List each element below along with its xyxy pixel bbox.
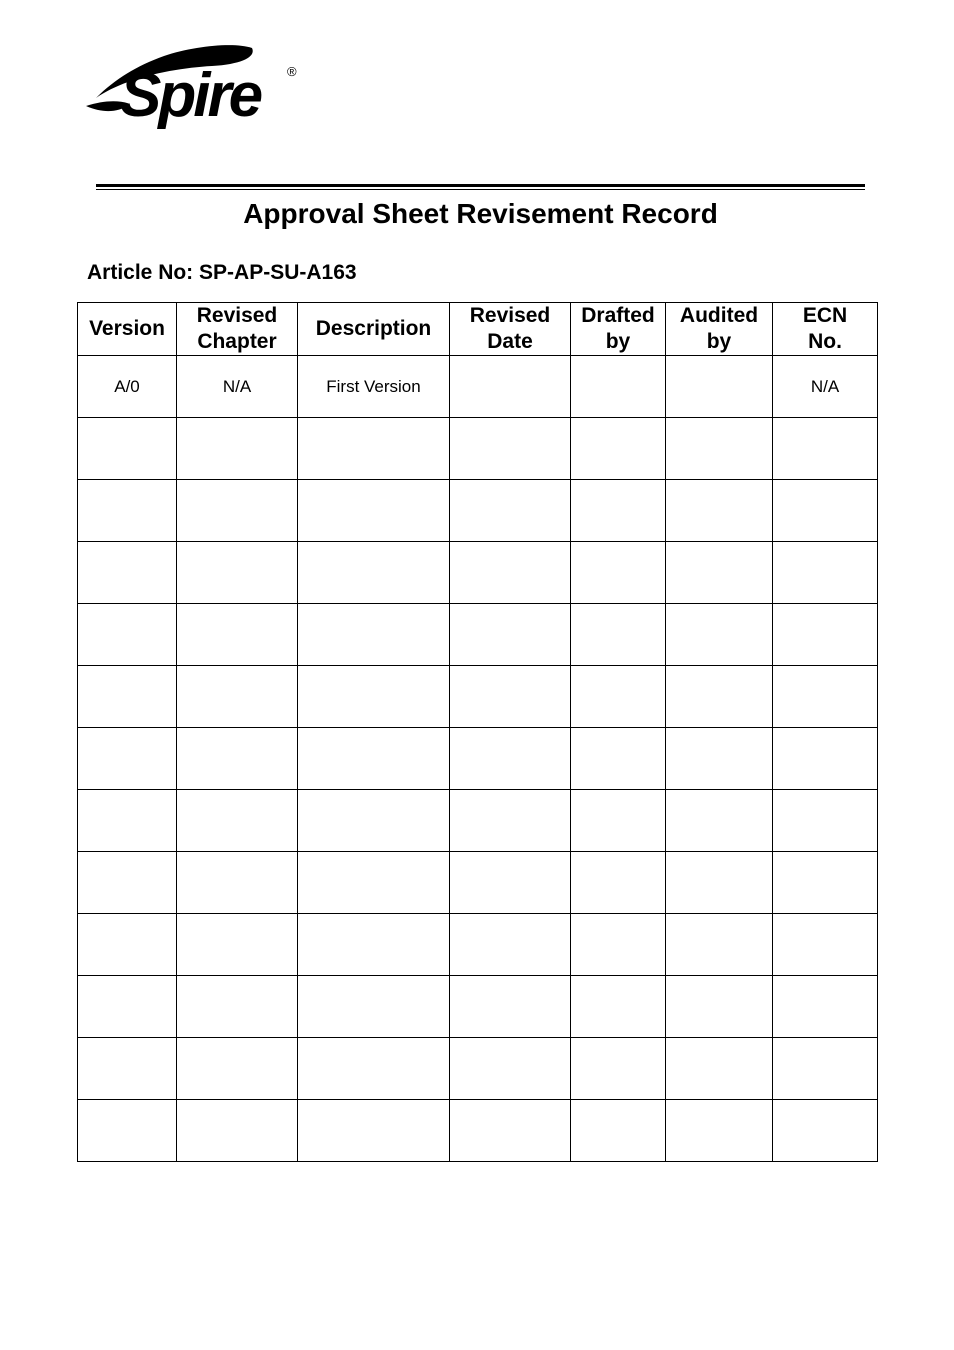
registered-mark: ® bbox=[287, 64, 297, 79]
cell-revised-chapter bbox=[177, 976, 298, 1038]
cell-description bbox=[298, 666, 450, 728]
cell-ecn-no bbox=[773, 418, 878, 480]
cell-ecn-no bbox=[773, 976, 878, 1038]
cell-drafted-by bbox=[571, 542, 666, 604]
header-rule-thin bbox=[96, 189, 865, 190]
cell-drafted-by bbox=[571, 1100, 666, 1162]
table-row bbox=[78, 976, 878, 1038]
cell-ecn-no bbox=[773, 1100, 878, 1162]
spire-logo bbox=[84, 40, 304, 132]
cell-version bbox=[78, 976, 177, 1038]
cell-drafted-by bbox=[571, 728, 666, 790]
cell-audited-by bbox=[666, 356, 773, 418]
cell-ecn-no bbox=[773, 852, 878, 914]
cell-version bbox=[78, 418, 177, 480]
table-row bbox=[78, 1100, 878, 1162]
article-label: Article No: bbox=[87, 261, 194, 284]
cell-drafted-by bbox=[571, 418, 666, 480]
cell-version bbox=[78, 666, 177, 728]
table-header-row bbox=[78, 303, 878, 356]
col-header-audited-by: Audited by bbox=[666, 303, 773, 356]
cell-drafted-by bbox=[571, 480, 666, 542]
cell-revised-chapter bbox=[177, 604, 298, 666]
cell-revised-chapter bbox=[177, 1100, 298, 1162]
table-row bbox=[78, 480, 878, 542]
col-header-version: Version bbox=[78, 303, 177, 356]
table-row bbox=[78, 1038, 878, 1100]
table-row bbox=[78, 418, 878, 480]
table-row bbox=[78, 852, 878, 914]
cell-revised-date bbox=[450, 790, 571, 852]
cell-revised-chapter bbox=[177, 790, 298, 852]
cell-description bbox=[298, 418, 450, 480]
table-body bbox=[78, 356, 878, 1162]
cell-revised-date bbox=[450, 542, 571, 604]
cell-ecn-no bbox=[773, 604, 878, 666]
table-row bbox=[78, 790, 878, 852]
revision-table bbox=[77, 302, 878, 1162]
cell-description bbox=[298, 1038, 450, 1100]
cell-revised-date bbox=[450, 852, 571, 914]
table-row bbox=[78, 666, 878, 728]
col-header-drafted-by: Drafted by bbox=[571, 303, 666, 356]
cell-revised-chapter bbox=[177, 914, 298, 976]
cell-revised-date bbox=[450, 480, 571, 542]
cell-drafted-by bbox=[571, 976, 666, 1038]
cell-revised-chapter bbox=[177, 542, 298, 604]
cell-audited-by bbox=[666, 480, 773, 542]
cell-description bbox=[298, 852, 450, 914]
cell-revised-date bbox=[450, 666, 571, 728]
cell-ecn-no: N/A bbox=[773, 356, 878, 418]
spire-logo-text: Spire bbox=[120, 61, 261, 130]
table-row bbox=[78, 914, 878, 976]
cell-description bbox=[298, 1100, 450, 1162]
cell-drafted-by bbox=[571, 852, 666, 914]
article-number-line bbox=[87, 261, 357, 285]
cell-version bbox=[78, 914, 177, 976]
cell-revised-date bbox=[450, 418, 571, 480]
table-row bbox=[78, 356, 878, 418]
cell-drafted-by bbox=[571, 914, 666, 976]
cell-description: First Version bbox=[298, 356, 450, 418]
page-title: Approval Sheet Revisement Record bbox=[243, 198, 718, 229]
cell-description bbox=[298, 790, 450, 852]
cell-description bbox=[298, 914, 450, 976]
cell-drafted-by bbox=[571, 604, 666, 666]
cell-version: A/0 bbox=[78, 356, 177, 418]
cell-description bbox=[298, 480, 450, 542]
cell-version bbox=[78, 790, 177, 852]
col-header-description: Description bbox=[298, 303, 450, 356]
cell-drafted-by bbox=[571, 790, 666, 852]
cell-version bbox=[78, 1100, 177, 1162]
spire-logo-mark bbox=[84, 40, 304, 132]
cell-revised-date bbox=[450, 604, 571, 666]
cell-version bbox=[78, 1038, 177, 1100]
cell-ecn-no bbox=[773, 666, 878, 728]
cell-revised-chapter bbox=[177, 480, 298, 542]
cell-audited-by bbox=[666, 914, 773, 976]
cell-revised-date bbox=[450, 914, 571, 976]
cell-revised-chapter bbox=[177, 666, 298, 728]
cell-revised-chapter bbox=[177, 1038, 298, 1100]
cell-audited-by bbox=[666, 728, 773, 790]
cell-drafted-by bbox=[571, 356, 666, 418]
col-header-ecn-no: ECN No. bbox=[773, 303, 878, 356]
cell-audited-by bbox=[666, 1100, 773, 1162]
col-header-revised-date: Revised Date bbox=[450, 303, 571, 356]
cell-revised-date bbox=[450, 1100, 571, 1162]
cell-description bbox=[298, 542, 450, 604]
cell-version bbox=[78, 604, 177, 666]
cell-description bbox=[298, 728, 450, 790]
cell-description bbox=[298, 604, 450, 666]
cell-version bbox=[78, 852, 177, 914]
cell-revised-chapter bbox=[177, 852, 298, 914]
cell-revised-date bbox=[450, 728, 571, 790]
cell-audited-by bbox=[666, 852, 773, 914]
cell-audited-by bbox=[666, 542, 773, 604]
cell-version bbox=[78, 480, 177, 542]
cell-revised-chapter bbox=[177, 418, 298, 480]
cell-description bbox=[298, 976, 450, 1038]
cell-ecn-no bbox=[773, 790, 878, 852]
cell-audited-by bbox=[666, 666, 773, 728]
table-row bbox=[78, 728, 878, 790]
cell-drafted-by bbox=[571, 666, 666, 728]
cell-audited-by bbox=[666, 604, 773, 666]
cell-version bbox=[78, 728, 177, 790]
header-rule-thick bbox=[96, 184, 865, 187]
cell-revised-chapter: N/A bbox=[177, 356, 298, 418]
cell-audited-by bbox=[666, 418, 773, 480]
cell-audited-by bbox=[666, 790, 773, 852]
cell-drafted-by bbox=[571, 1038, 666, 1100]
cell-ecn-no bbox=[773, 1038, 878, 1100]
cell-ecn-no bbox=[773, 914, 878, 976]
cell-ecn-no bbox=[773, 480, 878, 542]
cell-audited-by bbox=[666, 1038, 773, 1100]
article-number: SP-AP-SU-A163 bbox=[199, 261, 357, 284]
cell-revised-date bbox=[450, 976, 571, 1038]
cell-audited-by bbox=[666, 976, 773, 1038]
cell-version bbox=[78, 542, 177, 604]
table-row bbox=[78, 604, 878, 666]
table-row bbox=[78, 542, 878, 604]
cell-ecn-no bbox=[773, 728, 878, 790]
cell-revised-chapter bbox=[177, 728, 298, 790]
cell-ecn-no bbox=[773, 542, 878, 604]
cell-revised-date bbox=[450, 356, 571, 418]
col-header-revised-chapter: Revised Chapter bbox=[177, 303, 298, 356]
cell-revised-date bbox=[450, 1038, 571, 1100]
